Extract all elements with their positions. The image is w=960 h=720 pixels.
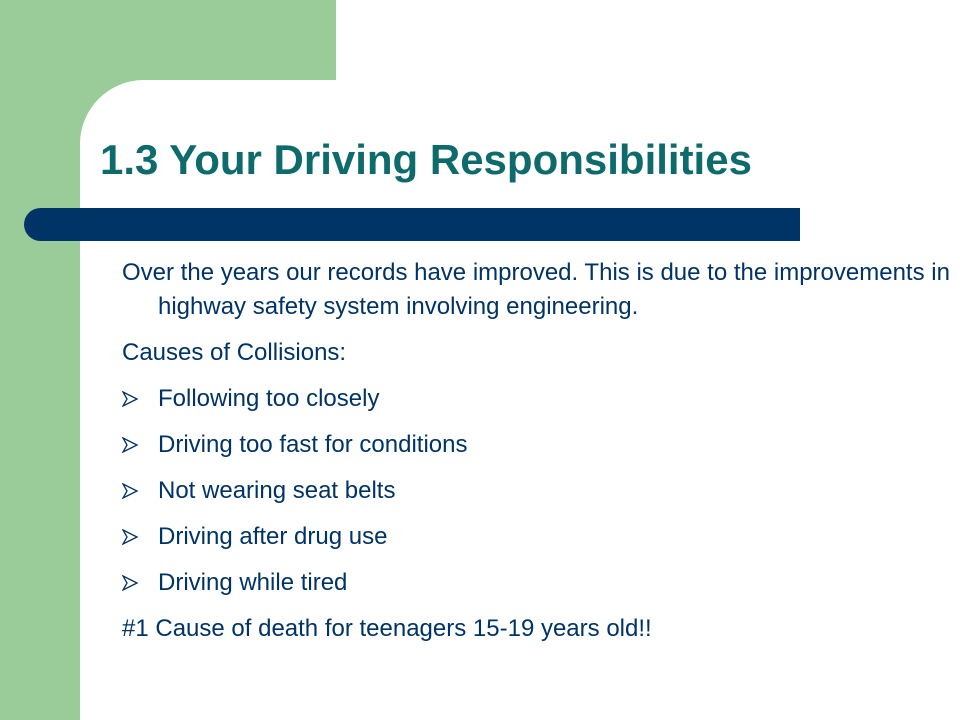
intro-paragraph: Over the years our records have improved. This is due to the improvements in highway safety system involving engineering. (122, 259, 950, 320)
list-item (122, 520, 952, 554)
list-item-label: Driving too fast for conditions (158, 431, 468, 458)
arrowhead-bullet-icon (122, 529, 138, 545)
arrowhead-bullet-icon (122, 483, 138, 499)
list-item (122, 428, 952, 462)
causes-list (122, 382, 952, 600)
causes-heading: Causes of Collisions: (122, 339, 347, 366)
list-item-label: Following too closely (158, 385, 380, 412)
arrowhead-bullet-icon (122, 391, 138, 407)
list-item-label: Not wearing seat belts (158, 477, 396, 504)
closing-statement: #1 Cause of death for teenagers 15-19 years old!! (122, 615, 652, 642)
title-underline-bar (24, 208, 800, 241)
list-item (122, 566, 952, 600)
list-item (122, 474, 952, 508)
list-item (122, 382, 952, 416)
list-item-label: Driving after drug use (158, 523, 388, 550)
arrowhead-bullet-icon (122, 437, 138, 453)
slide-title: 1.3 Your Driving Responsibilities (100, 136, 752, 183)
slide-body (122, 256, 952, 646)
arrowhead-bullet-icon (122, 575, 138, 591)
list-item-label: Driving while tired (158, 569, 348, 596)
